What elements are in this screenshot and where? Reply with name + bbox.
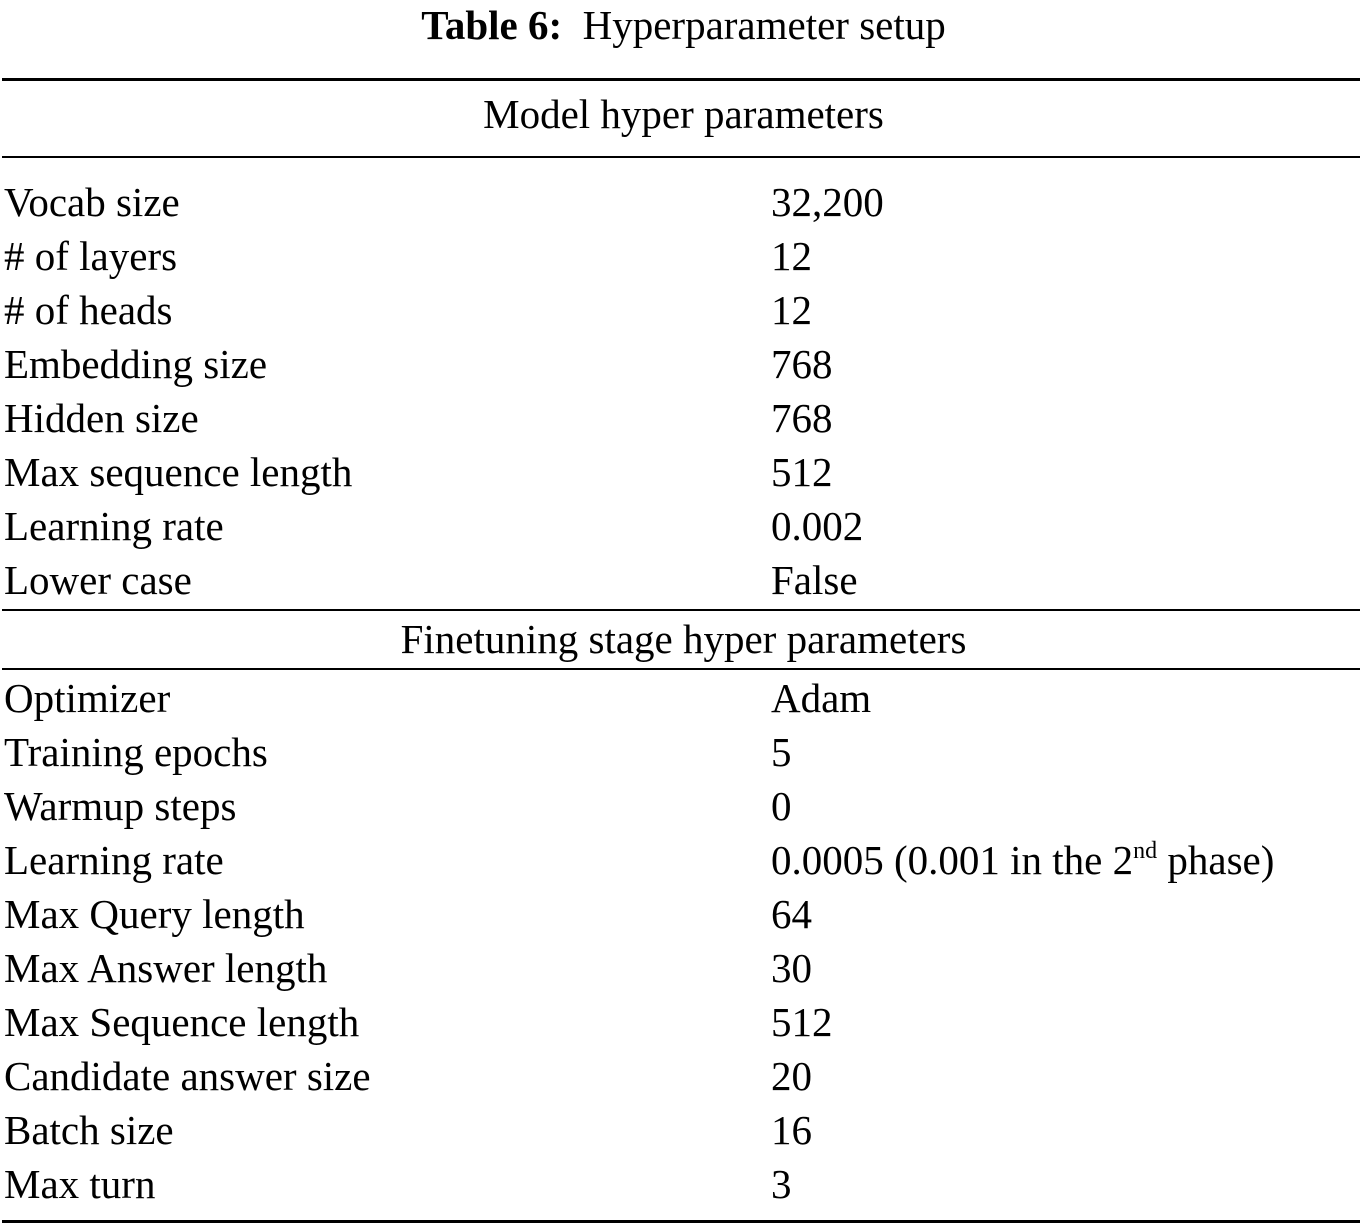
table-row [0,1049,1367,1103]
param-name: Max turn [4,1161,156,1207]
param-value: 512 [771,449,833,495]
table-row [0,887,1367,941]
section-title-finetuning: Finetuning stage hyper parameters [400,616,967,662]
param-value: 3 [771,1161,792,1207]
param-name: Max Sequence length [4,999,360,1045]
param-name: Lower case [4,557,192,603]
param-value: 64 [771,891,812,937]
table-row [0,671,1367,725]
param-name: Batch size [4,1107,174,1153]
param-name: Learning rate [4,837,224,883]
param-value: 32,200 [771,179,884,225]
param-value-suffix: phase) [1157,837,1275,883]
table-row [0,995,1367,1049]
param-value: 0 [771,783,792,829]
section-finetune-rule [2,668,1360,670]
param-name: Training epochs [4,729,268,775]
table-caption-title: Hyperparameter setup [582,2,946,48]
param-value: False [771,557,858,603]
param-name: Optimizer [4,675,171,721]
table-row [0,229,1367,283]
table-row [0,391,1367,445]
section-model-rule [2,156,1360,158]
table-row [0,1157,1367,1211]
param-value: 5 [771,729,792,775]
param-value: 512 [771,999,833,1045]
section-finetune-top-rule [2,609,1360,611]
table-row [0,445,1367,499]
table-row [0,283,1367,337]
bottom-rule [2,1220,1360,1223]
table-row [0,1103,1367,1157]
param-value: 16 [771,1107,812,1153]
param-value: 768 [771,395,833,441]
section-title-model: Model hyper parameters [483,91,884,137]
table-row [0,337,1367,391]
table-row [0,553,1367,607]
ordinal-superscript: nd [1133,838,1158,864]
table-caption-label: Table 6: [421,2,563,48]
param-name: Learning rate [4,503,224,549]
param-value-composite [771,833,1274,887]
table-row [0,725,1367,779]
param-name: Max Answer length [4,945,328,991]
param-value: 20 [771,1053,812,1099]
param-value: 768 [771,341,833,387]
table-row [0,499,1367,553]
param-name: Embedding size [4,341,268,387]
param-value: 12 [771,287,812,333]
table-row [0,941,1367,995]
table-row [0,175,1367,229]
param-name: Candidate answer size [4,1053,371,1099]
param-value: 12 [771,233,812,279]
param-value: 0.002 [771,503,864,549]
param-name: Warmup steps [4,783,237,829]
param-name: Hidden size [4,395,199,441]
param-name: Vocab size [4,179,180,225]
table-caption [0,0,1367,52]
param-value: 0.0005 (0.001 in the 2 [771,837,1134,883]
param-name: Max sequence length [4,449,353,495]
param-name: # of heads [4,287,173,333]
param-value: Adam [771,675,872,721]
param-name: Max Query length [4,891,305,937]
param-value: 30 [771,945,812,991]
table-row [0,779,1367,833]
param-name: # of layers [4,233,178,279]
top-rule [2,78,1360,81]
table-row [0,833,1367,887]
